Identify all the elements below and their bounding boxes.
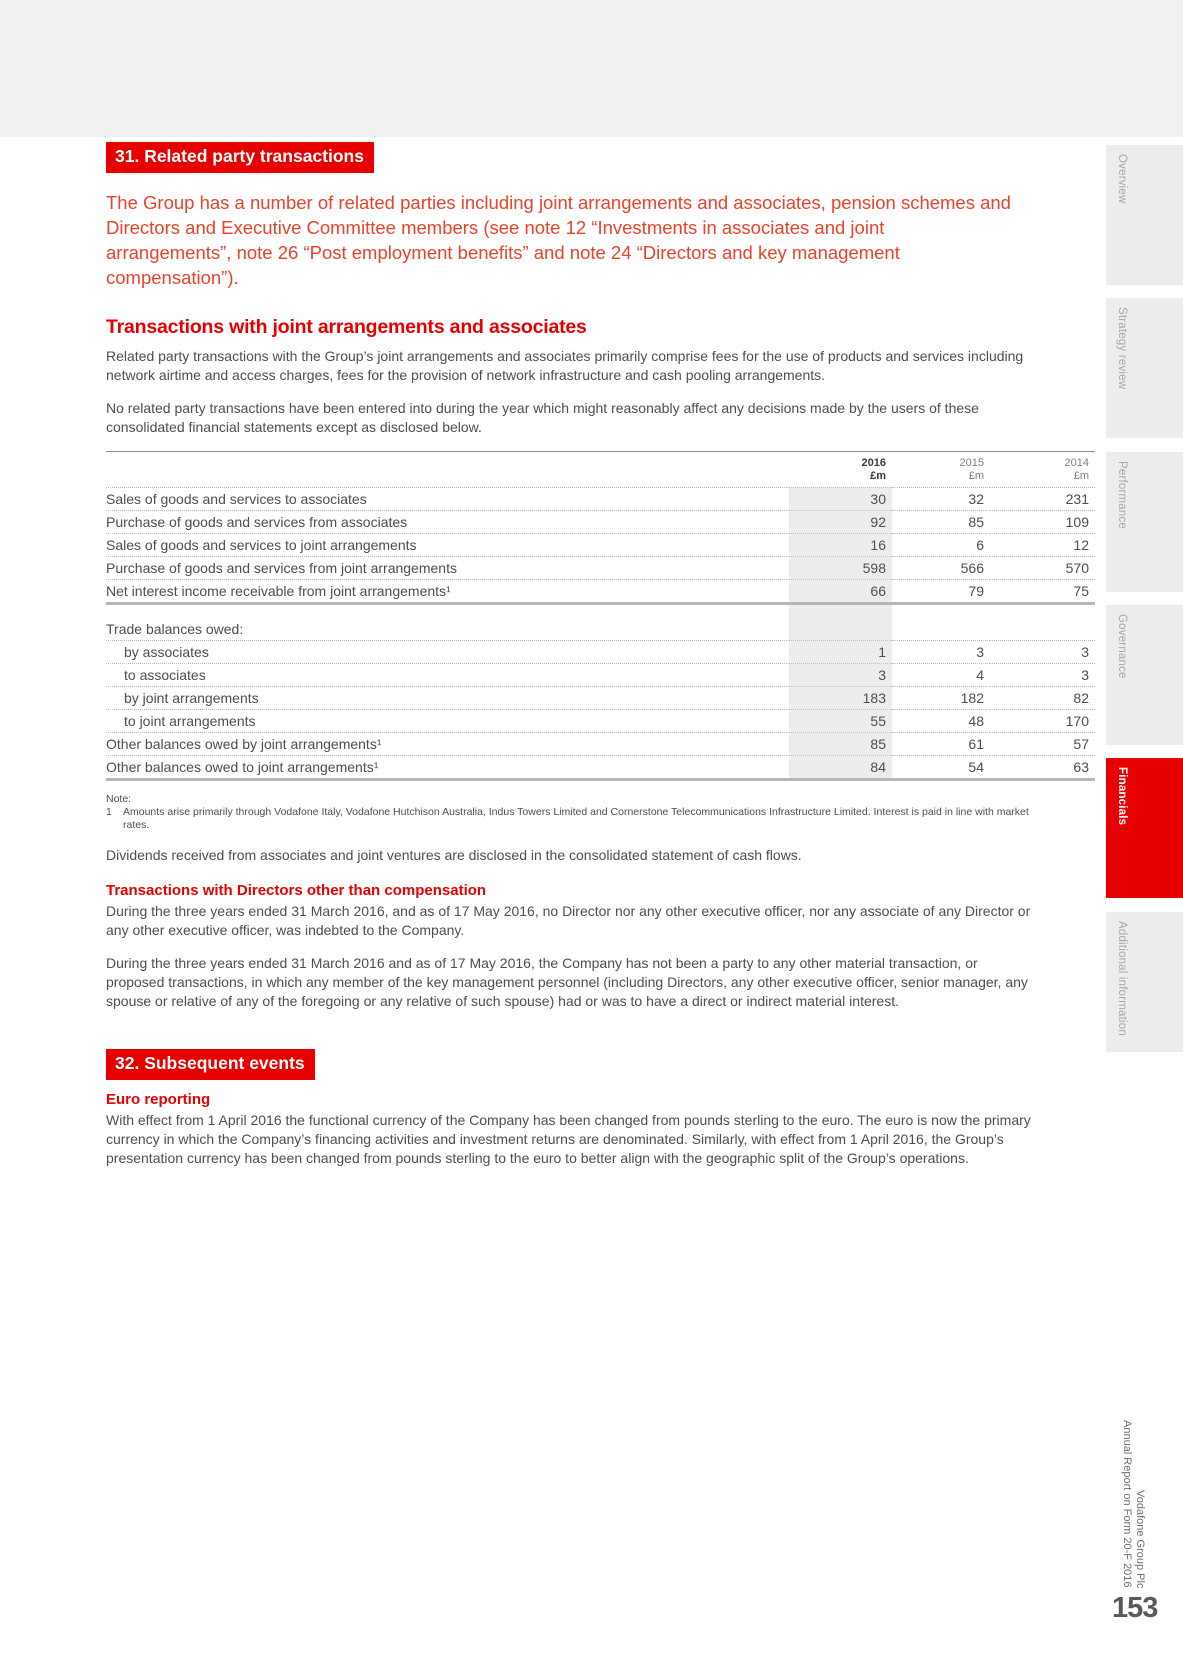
row-label: by joint arrangements <box>106 686 789 709</box>
row-value-2014: 170 <box>990 709 1095 732</box>
table-row <box>106 603 1095 640</box>
row-label: to joint arrangements <box>106 709 789 732</box>
row-label: Purchase of goods and services from joint arrangements <box>106 556 789 579</box>
euro-reporting-heading: Euro reporting <box>106 1090 211 1108</box>
directors-heading: Transactions with Directors other than compensation <box>106 881 487 899</box>
row-value-2015: 61 <box>892 732 990 755</box>
table-row <box>106 579 1095 603</box>
row-value-2016: 183 <box>789 686 892 709</box>
related-party-table <box>106 451 1095 781</box>
page-content <box>106 137 1095 1168</box>
report-brand-line-1: Vodafone Group Plc <box>1134 1489 1146 1588</box>
table-row <box>106 556 1095 579</box>
row-value-2016 <box>789 603 892 640</box>
table-header-year-2016: 2016 £m <box>789 451 892 487</box>
row-value-2014: 82 <box>990 686 1095 709</box>
note-number: 1 <box>106 805 112 818</box>
sidebar-tab-additional-information[interactable]: Additional information <box>1106 912 1183 1052</box>
row-value-2014: 570 <box>990 556 1095 579</box>
page-number: 153 <box>1112 1592 1158 1624</box>
sidebar-tab-performance[interactable]: Performance <box>1106 452 1183 592</box>
note-text: Amounts arise primarily through Vodafone Italy, Vodafone Hutchison Australia, Indus Towers Limited and Cornerstone Telecommunications Infrastructure Limited. Interest is paid in line with market rates. <box>123 805 1029 831</box>
row-value-2016: 85 <box>789 732 892 755</box>
row-value-2015: 54 <box>892 755 990 779</box>
row-value-2014: 12 <box>990 533 1095 556</box>
row-value-2015: 32 <box>892 487 990 510</box>
row-value-2014: 109 <box>990 510 1095 533</box>
note-label: Note: <box>106 792 132 805</box>
row-value-2016: 84 <box>789 755 892 779</box>
row-value-2016: 30 <box>789 487 892 510</box>
table-row <box>106 709 1095 732</box>
table-row <box>106 663 1095 686</box>
row-value-2014: 231 <box>990 487 1095 510</box>
sidebar-tab-governance[interactable]: Governance <box>1106 605 1183 745</box>
table-row <box>106 640 1095 663</box>
row-value-2015: 182 <box>892 686 990 709</box>
joint-arrangements-paragraph-1: Related party transactions with the Group’s joint arrangements and associates primarily comprise fees for the use of products and services including network airtime and access charges, fees for the provision of network infrastructure and cash pooling arrangements. <box>106 347 1024 383</box>
row-label: Other balances owed to joint arrangements¹ <box>106 755 789 779</box>
table-row <box>106 487 1095 510</box>
row-value-2014: 63 <box>990 755 1095 779</box>
table-header-year-2014: 2014 £m <box>990 451 1095 487</box>
sidebar-tab-financials[interactable]: Financials <box>1106 758 1183 898</box>
top-page-band <box>0 0 1183 137</box>
row-value-2016: 3 <box>789 663 892 686</box>
section-31-intro: The Group has a number of related parties including joint arrangements and associates, pension schemes and Directors and Executive Committee members (see note 12 “Investments in associates and joint arrangements”, note 26 “Post employment benefits” and note 24 “Directors and key management compensation”). <box>106 191 1011 288</box>
row-label: to associates <box>106 663 789 686</box>
directors-paragraph-1: During the three years ended 31 March 2016, and as of 17 May 2016, no Director nor any other executive officer, nor any associate of any Director or any other executive officer, was indebted to the Company. <box>106 903 1031 939</box>
row-value-2015: 4 <box>892 663 990 686</box>
joint-arrangements-heading: Transactions with joint arrangements and associates <box>106 315 587 338</box>
row-value-2015: 566 <box>892 556 990 579</box>
table-row <box>106 510 1095 533</box>
row-label: Net interest income receivable from joint arrangements¹ <box>106 579 789 603</box>
row-value-2016: 92 <box>789 510 892 533</box>
row-value-2016: 16 <box>789 533 892 556</box>
related-party-table-body <box>106 487 1095 779</box>
table-header-year-2015: 2015 £m <box>892 451 990 487</box>
row-label: Sales of goods and services to associates <box>106 487 789 510</box>
row-value-2015: 85 <box>892 510 990 533</box>
row-label: Other balances owed by joint arrangements¹ <box>106 732 789 755</box>
row-value-2014: 3 <box>990 663 1095 686</box>
row-value-2015: 48 <box>892 709 990 732</box>
table-row <box>106 533 1095 556</box>
table-header-empty <box>106 451 789 487</box>
row-value-2016: 1 <box>789 640 892 663</box>
sidebar-tab-overview[interactable]: Overview <box>1106 145 1183 285</box>
section-31-heading: 31. Related party transactions <box>106 142 374 173</box>
row-label: by associates <box>106 640 789 663</box>
sidebar-tab-strategy-review[interactable]: Strategy review <box>1106 298 1183 438</box>
joint-arrangements-paragraph-2: No related party transactions have been entered into during the year which might reasonably affect any decisions made by the users of these consolidated financial statements except as disclosed below. <box>106 399 979 435</box>
row-value-2014: 57 <box>990 732 1095 755</box>
row-value-2014: 3 <box>990 640 1095 663</box>
row-label: Trade balances owed: <box>106 603 789 640</box>
row-label: Sales of goods and services to joint arrangements <box>106 533 789 556</box>
euro-reporting-paragraph: With effect from 1 April 2016 the functional currency of the Company has been changed from pounds sterling to the euro. The euro is now the primary currency in which the Company’s financing activities and investment returns are denominated. Similarly, with effect from 1 April 2016, the Group’s presentation currency has been changed from pounds sterling to the euro to better align with the geographic split of the Group’s operations. <box>106 1112 1031 1167</box>
related-party-table-head <box>106 451 1095 487</box>
report-brand-text <box>1112 1408 1146 1588</box>
dividends-paragraph: Dividends received from associates and joint ventures are disclosed in the consolidated statement of cash flows. <box>106 846 802 863</box>
section-32-heading: 32. Subsequent events <box>106 1049 315 1080</box>
table-note <box>106 793 1036 832</box>
row-label: Purchase of goods and services from associates <box>106 510 789 533</box>
directors-paragraph-2: During the three years ended 31 March 2016 and as of 17 May 2016, the Company has not been a party to any other material transaction, or proposed transactions, in which any member of the key management personnel (including Directors, any other executive officer, senior manager, any spouse or relative of any of the foregoing or any relative of such spouse) had or was to have a direct or indirect material interest. <box>106 955 1028 1010</box>
table-row <box>106 686 1095 709</box>
row-value-2015 <box>892 603 990 640</box>
row-value-2016: 55 <box>789 709 892 732</box>
row-value-2014: 75 <box>990 579 1095 603</box>
table-row <box>106 755 1095 779</box>
row-value-2016: 66 <box>789 579 892 603</box>
row-value-2014 <box>990 603 1095 640</box>
report-brand-line-2: Annual Report on Form 20-F 2016 <box>1121 1420 1133 1588</box>
table-row <box>106 732 1095 755</box>
row-value-2015: 3 <box>892 640 990 663</box>
row-value-2015: 79 <box>892 579 990 603</box>
row-value-2016: 598 <box>789 556 892 579</box>
row-value-2015: 6 <box>892 533 990 556</box>
